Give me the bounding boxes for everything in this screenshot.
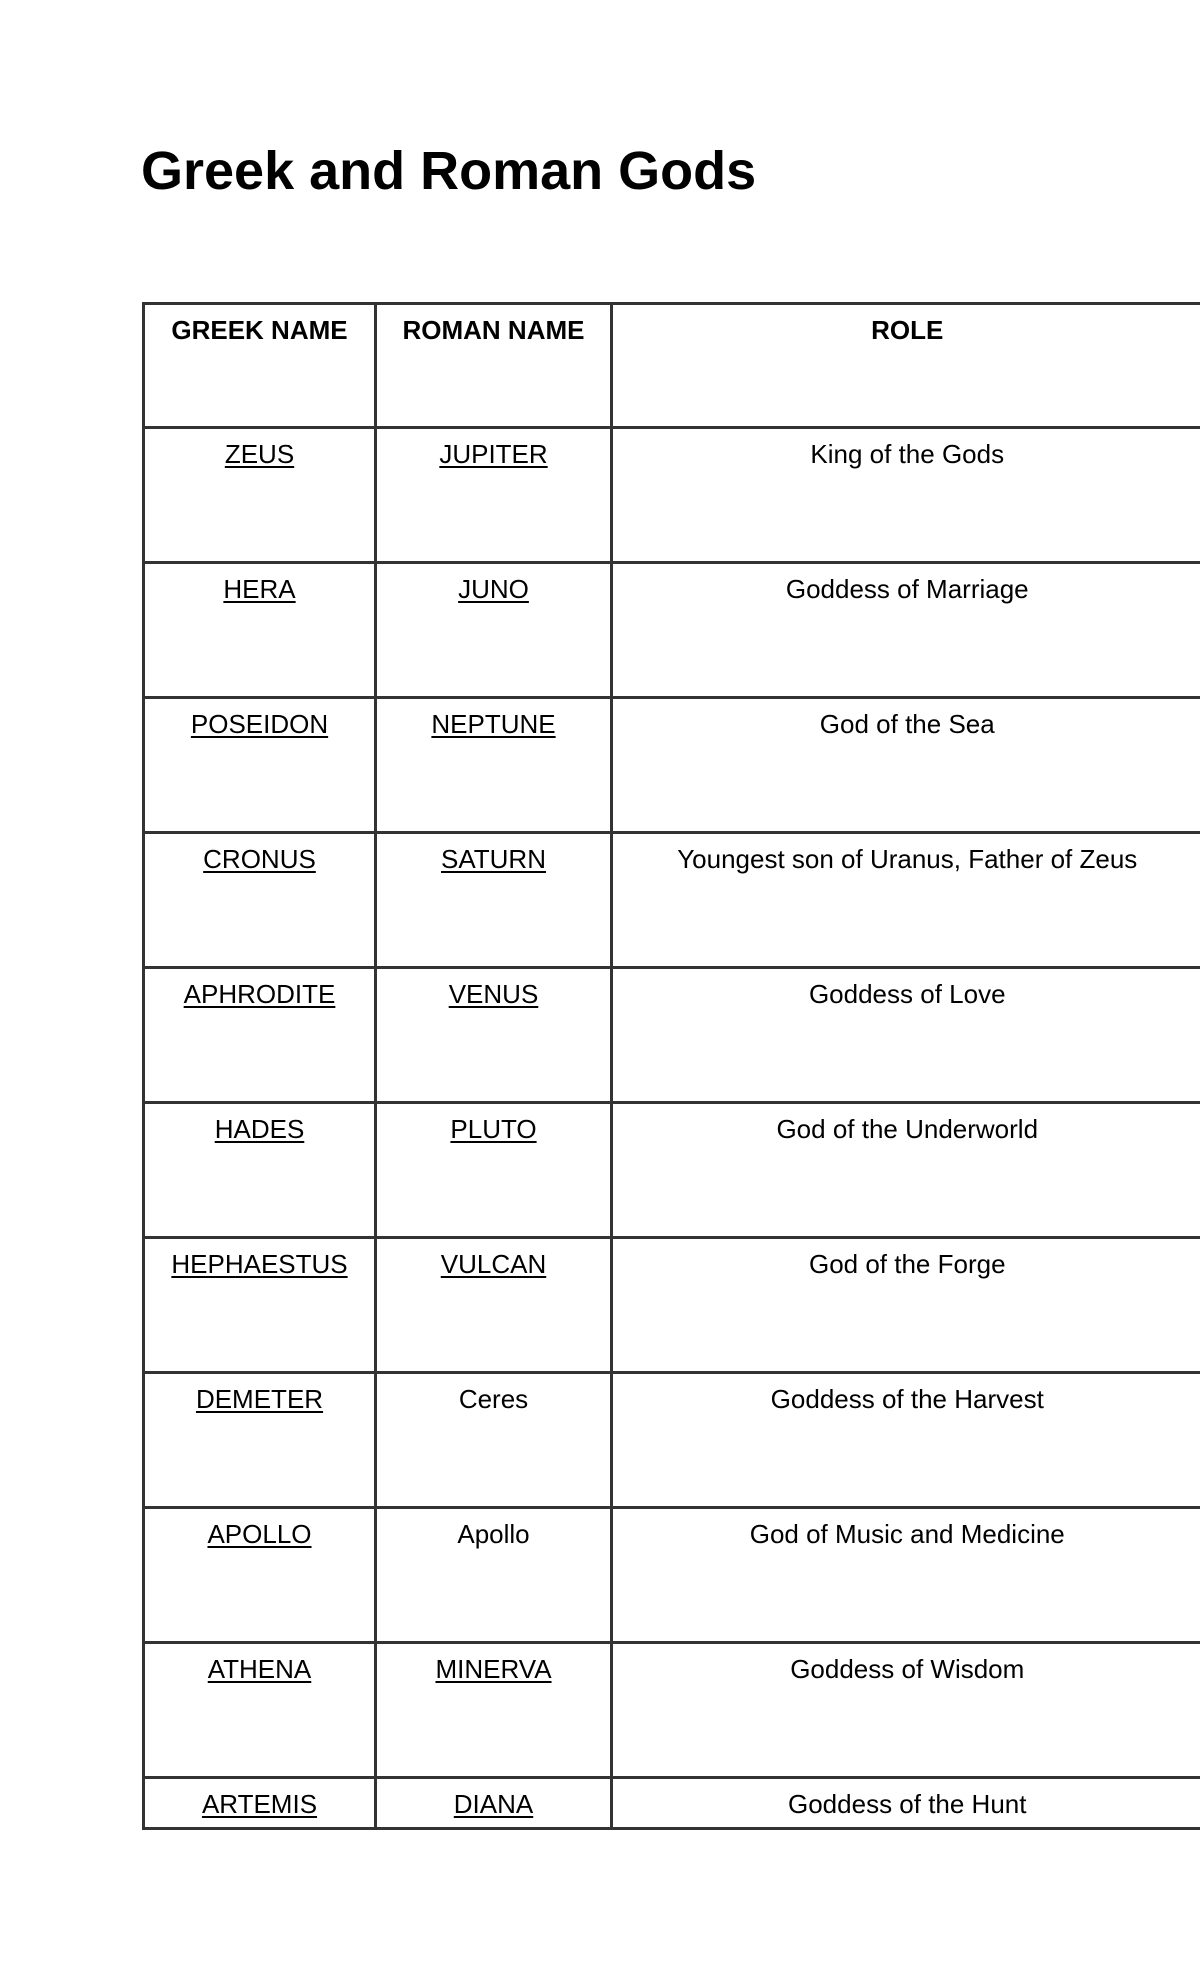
table-row <box>144 563 1200 698</box>
cell-greek-name <box>144 1508 376 1643</box>
table-row <box>144 1778 1200 1829</box>
roman-name-link[interactable]: VULCAN <box>440 1249 547 1279</box>
roman-name-link[interactable]: NEPTUNE <box>431 709 556 739</box>
cell-roman-name <box>376 1103 612 1238</box>
cell-role-text <box>612 1238 1200 1373</box>
role-text: God of Music and Medicine <box>749 1519 1065 1549</box>
cell-role-text <box>612 563 1200 698</box>
table-row <box>144 428 1200 563</box>
table-row <box>144 1643 1200 1778</box>
roman-name: Ceres <box>458 1384 529 1414</box>
role-text: Youngest son of Uranus, Father of Zeus <box>677 844 1138 874</box>
table-row <box>144 968 1200 1103</box>
cell-roman-name <box>376 1508 612 1643</box>
greek-name-link[interactable]: HERA <box>223 574 296 604</box>
role-text: King of the Gods <box>810 439 1005 469</box>
cell-roman-name <box>376 563 612 698</box>
table-row <box>144 1373 1200 1508</box>
roman-name-link[interactable]: DIANA <box>453 1789 534 1819</box>
greek-name-link[interactable]: APOLLO <box>207 1519 312 1549</box>
cell-role-text <box>612 1103 1200 1238</box>
role-text: God of the Sea <box>819 709 995 739</box>
role-text: God of the Forge <box>808 1249 1006 1279</box>
role-text: God of the Underworld <box>776 1114 1039 1144</box>
greek-name-link[interactable]: HADES <box>214 1114 305 1144</box>
cell-roman-name <box>376 1778 612 1829</box>
table-row <box>144 833 1200 968</box>
role-text: Goddess of the Harvest <box>770 1384 1044 1414</box>
cell-greek-name <box>144 698 376 833</box>
cell-greek-name <box>144 1238 376 1373</box>
greek-name-link[interactable]: APHRODITE <box>183 979 336 1009</box>
table-row <box>144 1238 1200 1373</box>
roman-name-link[interactable]: VENUS <box>448 979 539 1009</box>
role-text: Goddess of Love <box>808 979 1006 1009</box>
cell-roman-name <box>376 1373 612 1508</box>
cell-roman-name <box>376 1643 612 1778</box>
cell-role-text <box>612 698 1200 833</box>
greek-name-link[interactable]: CRONUS <box>203 844 316 874</box>
table-header-row <box>144 304 1200 428</box>
greek-name-link[interactable]: HEPHAESTUS <box>171 1249 348 1279</box>
cell-roman-name <box>376 428 612 563</box>
roman-name: Apollo <box>457 1519 530 1549</box>
greek-name-link[interactable]: POSEIDON <box>190 709 329 739</box>
role-text: Goddess of Wisdom <box>790 1654 1025 1684</box>
roman-name-link[interactable]: JUPITER <box>439 439 548 469</box>
greek-name-link[interactable]: DEMETER <box>195 1384 324 1414</box>
cell-greek-name <box>144 1643 376 1778</box>
roman-name-link[interactable]: JUNO <box>458 574 529 604</box>
cell-roman-name <box>376 698 612 833</box>
cell-roman-name <box>376 1238 612 1373</box>
role-text: Goddess of the Hunt <box>788 1789 1027 1819</box>
cell-roman-name <box>376 833 612 968</box>
cell-greek-name <box>144 1373 376 1508</box>
cell-role-text <box>612 1643 1200 1778</box>
table-body <box>144 428 1200 1829</box>
page-title: Greek and Roman Gods <box>141 141 757 201</box>
cell-role-text <box>612 1508 1200 1643</box>
cell-greek-name <box>144 428 376 563</box>
greek-name-link[interactable]: ZEUS <box>224 439 295 469</box>
gods-table <box>142 302 1200 1830</box>
greek-name-link[interactable]: ATHENA <box>207 1654 312 1684</box>
cell-greek-name <box>144 833 376 968</box>
cell-role-text <box>612 1373 1200 1508</box>
roman-name-link[interactable]: MINERVA <box>435 1654 552 1684</box>
header-greek-name: GREEK NAME <box>144 304 376 428</box>
header-roman-name: ROMAN NAME <box>376 304 612 428</box>
cell-role-text <box>612 833 1200 968</box>
header-role: ROLE <box>612 304 1200 428</box>
cell-greek-name <box>144 1778 376 1829</box>
roman-name-link[interactable]: PLUTO <box>450 1114 537 1144</box>
roman-name-link[interactable]: SATURN <box>441 844 546 874</box>
cell-greek-name <box>144 968 376 1103</box>
greek-name-link[interactable]: ARTEMIS <box>201 1789 318 1819</box>
cell-greek-name <box>144 1103 376 1238</box>
cell-role-text <box>612 968 1200 1103</box>
table-row <box>144 1103 1200 1238</box>
cell-roman-name <box>376 968 612 1103</box>
cell-role-text <box>612 1778 1200 1829</box>
cell-greek-name <box>144 563 376 698</box>
cell-role-text <box>612 428 1200 563</box>
table-row <box>144 698 1200 833</box>
table-row <box>144 1508 1200 1643</box>
role-text: Goddess of Marriage <box>785 574 1029 604</box>
